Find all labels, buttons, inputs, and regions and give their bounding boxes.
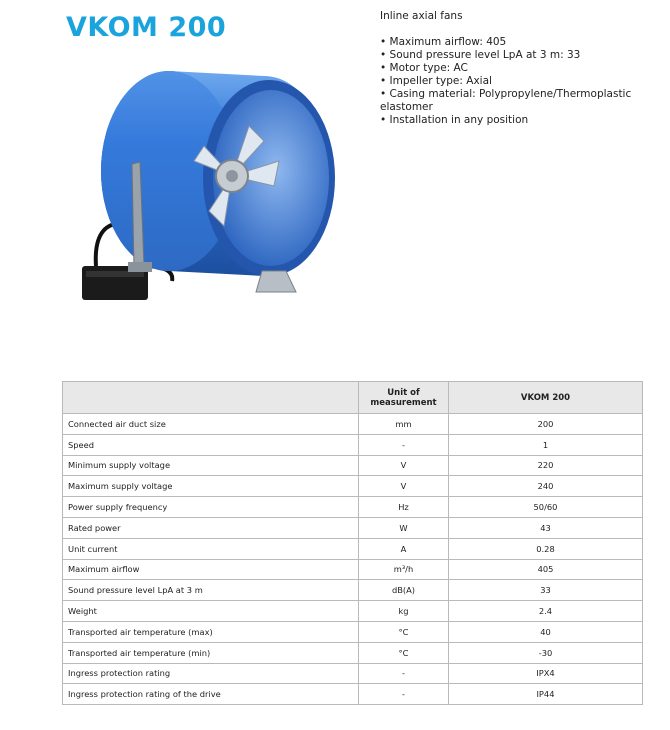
feature-list [380, 36, 650, 127]
cell-parameter: Transported air temperature (max) [63, 621, 359, 642]
feature-item: • Motor type: AC [380, 62, 650, 75]
cell-parameter: Sound pressure level LpA at 3 m [63, 580, 359, 601]
table-row [63, 684, 643, 705]
header-parameter [63, 382, 359, 414]
cell-parameter: Weight [63, 601, 359, 622]
table-row [63, 517, 643, 538]
table-row [63, 434, 643, 455]
feature-item: • Casing material: Polypropylene/Thermoplastic elastomer [380, 88, 650, 114]
cell-parameter: Speed [63, 434, 359, 455]
table-row [63, 414, 643, 435]
cell-unit: Hz [359, 497, 449, 518]
cell-value: 0.28 [449, 538, 643, 559]
cell-unit: mm [359, 414, 449, 435]
cell-value: 50/60 [449, 497, 643, 518]
table-row [63, 497, 643, 518]
specifications-table [62, 381, 643, 705]
cell-value: 405 [449, 559, 643, 580]
cell-value: 1 [449, 434, 643, 455]
cell-parameter: Transported air temperature (min) [63, 642, 359, 663]
cell-unit: m³/h [359, 559, 449, 580]
cell-parameter: Ingress protection rating of the drive [63, 684, 359, 705]
fan-illustration [74, 66, 354, 316]
cell-unit: - [359, 434, 449, 455]
feature-item: • Impeller type: Axial [380, 75, 650, 88]
header-model: VKOM 200 [449, 382, 643, 414]
table-row [63, 580, 643, 601]
cell-value: IPX4 [449, 663, 643, 684]
table-row [63, 663, 643, 684]
cell-parameter: Minimum supply voltage [63, 455, 359, 476]
cell-value: IP44 [449, 684, 643, 705]
table-row [63, 621, 643, 642]
cell-value: 40 [449, 621, 643, 642]
table-row [63, 559, 643, 580]
feature-item: • Sound pressure level LpA at 3 m: 33 [380, 49, 650, 62]
table-row [63, 601, 643, 622]
product-description [380, 10, 650, 127]
cell-unit: V [359, 476, 449, 497]
product-subtitle: Inline axial fans [380, 10, 463, 22]
cell-unit: °C [359, 621, 449, 642]
cell-unit: °C [359, 642, 449, 663]
cell-value: 240 [449, 476, 643, 497]
cell-value: 220 [449, 455, 643, 476]
table-body [63, 414, 643, 705]
header-unit: Unit of measurement [359, 382, 449, 414]
table-row [63, 642, 643, 663]
table-row [63, 538, 643, 559]
cell-unit: V [359, 455, 449, 476]
table-row [63, 455, 643, 476]
cell-unit: W [359, 517, 449, 538]
feature-item: • Maximum airflow: 405 [380, 36, 650, 49]
cell-parameter: Ingress protection rating [63, 663, 359, 684]
cell-parameter: Rated power [63, 517, 359, 538]
cell-value: 43 [449, 517, 643, 538]
cell-parameter: Power supply frequency [63, 497, 359, 518]
cell-unit: A [359, 538, 449, 559]
foot-bracket [256, 271, 296, 292]
cell-value: 33 [449, 580, 643, 601]
product-image [74, 66, 354, 316]
product-title: VKOM 200 [66, 12, 227, 43]
cell-parameter: Unit current [63, 538, 359, 559]
cell-unit: - [359, 684, 449, 705]
cell-parameter: Connected air duct size [63, 414, 359, 435]
cell-parameter: Maximum supply voltage [63, 476, 359, 497]
cell-unit: dB(A) [359, 580, 449, 601]
cell-value: 200 [449, 414, 643, 435]
cell-value: 2.4 [449, 601, 643, 622]
cell-value: -30 [449, 642, 643, 663]
cell-parameter: Maximum airflow [63, 559, 359, 580]
feature-item: • Installation in any position [380, 114, 650, 127]
cell-unit: kg [359, 601, 449, 622]
table-row [63, 476, 643, 497]
cell-unit: - [359, 663, 449, 684]
table-header-row [63, 382, 643, 414]
